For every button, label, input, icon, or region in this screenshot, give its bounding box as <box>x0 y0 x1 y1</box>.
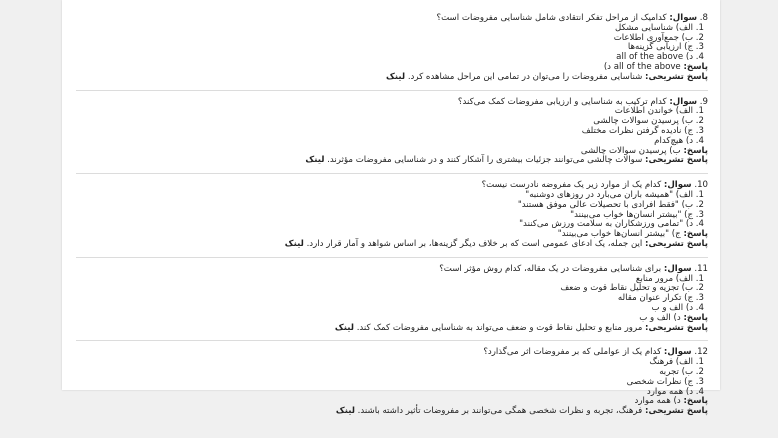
question-number: 12. <box>694 347 708 358</box>
option-item: 1. الف) "همیشه باران می‌بارد در روزهای دوشنبه" <box>525 189 704 200</box>
answer-label: پاسخ: <box>683 61 708 72</box>
question-text: کدام ترکیب به شناسایی و ارزیابی مفروضات کمک می‌کند؟ <box>457 96 667 107</box>
question-text: برای شناسایی مفروضات در یک مقاله، کدام روش مؤثر است؟ <box>439 263 662 274</box>
question-item <box>76 181 708 258</box>
explanation-line <box>76 407 708 417</box>
question-number: 11. <box>694 263 708 274</box>
explanation-label: پاسخ تشریحی: <box>645 155 708 166</box>
explanation-label: پاسخ تشریحی: <box>645 406 708 417</box>
explanation-text: مرور منابع و تحلیل نقاط قوت و ضعف می‌تواند به شناسایی مفروضات کمک کند. <box>356 322 643 333</box>
question-text: کدام یک از عواملی که بر مفروضات اثر می‌گذارد؟ <box>483 347 662 358</box>
explanation-text: این جمله، یک ادعای عمومی است که بر خلاف دیگر گزینه‌ها، بر اساس شواهد و آمار قرار دارد. <box>306 238 643 249</box>
explanation-text: فرهنگ، تجربه و نظرات شخصی همگی می‌توانند بر مفروضات تأثیر داشته باشند. <box>357 406 643 417</box>
question-line <box>76 348 708 358</box>
explanation-line <box>76 324 708 334</box>
option-item: 3. ج) تکرار عنوان مقاله <box>617 293 704 304</box>
option-item: 4. د) "تمامی ورزشکاران به سلامت ورزش می‌کنند" <box>519 219 704 230</box>
question-item <box>76 348 708 424</box>
option-item: 3. ج) نظرات شخصی <box>626 376 704 387</box>
question-label: سوال: <box>669 13 698 23</box>
option-item: 1. الف) شناسایی مشکل <box>615 22 704 33</box>
question-item <box>76 14 708 91</box>
options-list <box>76 191 704 230</box>
explanation-label: پاسخ تشریحی: <box>645 322 708 333</box>
answer-label: پاسخ: <box>683 312 708 323</box>
option-item: 4. د) all of the above <box>616 52 704 63</box>
option-item: 4. د) همه موارد <box>646 386 704 397</box>
explanation-label: پاسخ تشریحی: <box>645 238 708 249</box>
explanation-label: پاسخ تشریحی: <box>645 71 708 82</box>
options-list <box>76 358 704 397</box>
question-item <box>76 265 708 342</box>
option-item: 2. ب) تجزیه و تحلیل نقاط قوت و ضعف <box>560 283 704 294</box>
options-list <box>76 24 704 63</box>
answer-text: د) الف و ب <box>639 312 681 323</box>
option-item: 1. الف) مرور منابع <box>635 273 704 284</box>
question-line <box>76 98 708 108</box>
answer-text: all of the above د) <box>603 61 681 72</box>
explanation-text: سوالات چالشی می‌توانند جزئیات بیشتری را آشکار کنند و در شناسایی مفروضات مؤثرند. <box>327 155 643 166</box>
source-link[interactable]: لینک <box>284 238 304 249</box>
question-label: سوال: <box>669 96 698 107</box>
option-item: 2. ب) جمع‌آوری اطلاعات <box>613 32 704 43</box>
option-item: 3. ج) ارزیابی گزینه‌ها <box>627 42 704 53</box>
question-text: کدام یک از موارد زیر یک مفروضه نادرست نیست؟ <box>481 180 662 191</box>
document-page <box>62 0 720 417</box>
option-item: 3. ج) "بیشتر انسان‌ها خواب می‌بینند" <box>570 209 704 220</box>
question-number: 10. <box>694 180 708 191</box>
options-list <box>76 275 704 314</box>
option-item: 1. الف) فرهنگ <box>649 357 704 368</box>
question-item <box>76 98 708 175</box>
answer-label: پاسخ: <box>683 145 708 156</box>
option-item: 1. الف) خواندن اطلاعات <box>614 106 704 117</box>
explanation-text: شناسایی مفروضات را می‌توان در تمامی این مراحل مشاهده کرد. <box>407 71 643 82</box>
explanation-line <box>76 73 708 83</box>
question-line <box>76 14 708 24</box>
answer-label: پاسخ: <box>683 396 708 407</box>
options-list <box>76 107 704 146</box>
answer-text: د) همه موارد <box>634 396 681 407</box>
explanation-line <box>76 240 708 250</box>
answer-text: ب) پرسیدن سوالات چالشی <box>580 145 681 156</box>
question-text: کدامیک از مراحل تفکر انتقادی شامل شناسایی مفروضات است؟ <box>436 13 667 23</box>
option-item: 2. ب) پرسیدن سوالات چالشی <box>593 116 704 127</box>
answer-label: پاسخ: <box>683 229 708 240</box>
question-list <box>76 14 708 431</box>
answer-text: ج) "بیشتر انسان‌ها خواب می‌بینند" <box>557 229 681 240</box>
question-line <box>76 265 708 275</box>
option-item: 2. ب) تجربه <box>659 366 704 377</box>
question-label: سوال: <box>663 180 692 191</box>
source-link[interactable]: لینک <box>305 155 325 166</box>
option-item: 3. ج) نادیده گرفتن نظرات مختلف <box>581 125 704 136</box>
option-item: 4. د) الف و ب <box>651 302 704 313</box>
question-number: 9. <box>699 96 708 107</box>
source-link[interactable]: لینک <box>386 71 406 82</box>
explanation-line <box>76 156 708 166</box>
question-label: سوال: <box>663 263 692 274</box>
source-link[interactable]: لینک <box>334 322 354 333</box>
source-link[interactable]: لینک <box>335 406 355 417</box>
question-label: سوال: <box>663 347 692 358</box>
question-number: 8. <box>699 13 708 23</box>
option-item: 2. ب) "فقط افرادی با تحصیلات عالی موفق هستند" <box>517 199 704 210</box>
option-item: 4. د) هیچ‌کدام <box>654 135 704 146</box>
